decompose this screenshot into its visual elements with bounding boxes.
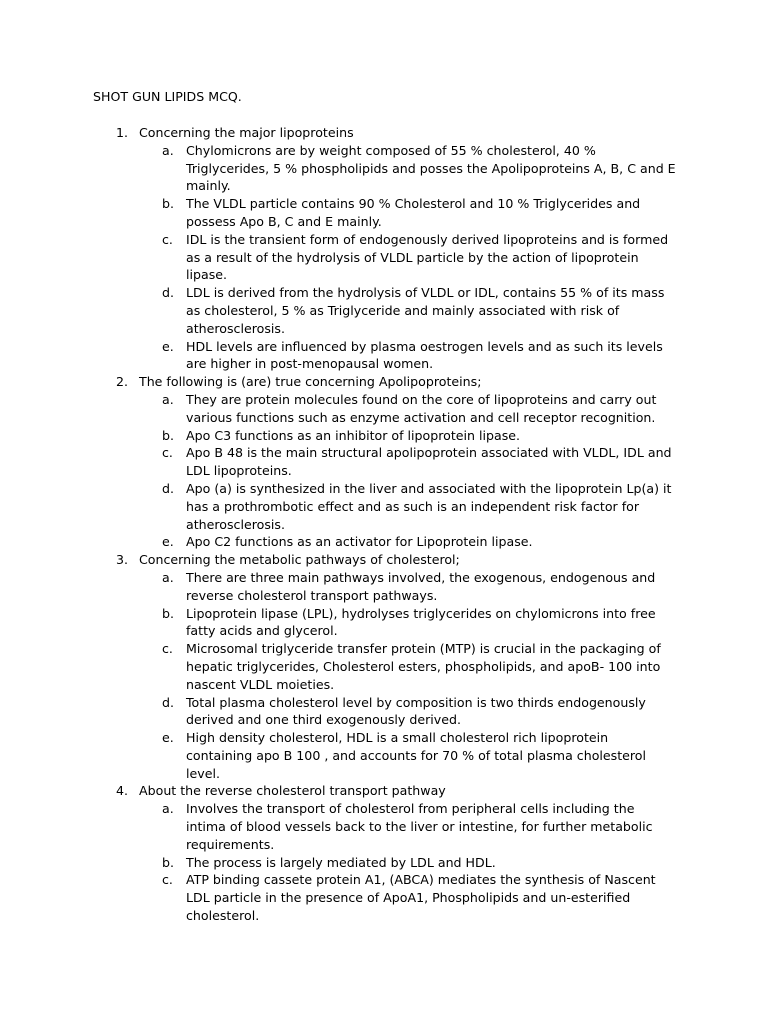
option-letter: a. — [162, 569, 174, 585]
question-list — [0, 124, 768, 925]
option-text: They are protein molecules found on the core of lipoproteins and carry out various functions such as enzyme activation and cell receptor recognition. — [186, 391, 657, 425]
option-letter: c. — [162, 445, 173, 461]
option-text: Chylomicrons are by weight composed of 55 % cholesterol, 40 % Triglycerides, 5 % phospholipids and posses the Apolipoproteins A, B, C and E mainly. — [186, 142, 676, 194]
option-e — [0, 729, 678, 782]
document-title: SHOT GUN LIPIDS MCQ. — [93, 89, 242, 104]
question-text: The following is (are) true concerning Apolipoproteins; — [139, 374, 482, 390]
option-a — [0, 800, 678, 853]
option-a — [0, 142, 678, 195]
question-2 — [0, 373, 768, 551]
option-text: High density cholesterol, HDL is a small cholesterol rich lipoprotein containing apo B 100 , and accounts for 70 % of total plasma cholesterol level. — [186, 730, 646, 781]
option-letter: e. — [162, 730, 174, 746]
option-d — [0, 480, 678, 533]
option-a — [0, 569, 678, 605]
option-b — [0, 854, 678, 872]
option-c — [0, 640, 678, 693]
option-text: There are three main pathways involved, the exogenous, endogenous and reverse cholesterol transport pathways. — [186, 569, 656, 603]
question-text: Concerning the metabolic pathways of cholesterol; — [139, 552, 460, 568]
option-text: IDL is the transient form of endogenously derived lipoproteins and is formed as a result of the hydrolysis of VLDL particle by the action of lipoprotein lipase. — [186, 231, 669, 283]
question-stem — [0, 373, 768, 391]
question-number: 4. — [116, 783, 129, 799]
option-letter: b. — [162, 427, 174, 443]
option-letter: d. — [162, 694, 174, 710]
option-letter: a. — [162, 391, 174, 407]
option-text: Lipoprotein lipase (LPL), hydrolyses triglycerides on chylomicrons into free fatty acids and glycerol. — [186, 605, 656, 639]
option-letter: b. — [162, 605, 174, 621]
option-a — [0, 391, 678, 427]
option-b — [0, 195, 678, 231]
option-c — [0, 231, 678, 284]
question-1 — [0, 124, 768, 373]
question-text: About the reverse cholesterol transport pathway — [139, 783, 446, 799]
question-stem — [0, 551, 768, 569]
question-number: 1. — [116, 125, 129, 140]
option-d — [0, 694, 678, 730]
option-b — [0, 427, 678, 445]
option-letter: a. — [162, 142, 174, 158]
option-text: Apo B 48 is the main structural apolipoprotein associated with VLDL, IDL and LDL lipoproteins. — [186, 445, 672, 479]
option-letter: b. — [162, 854, 174, 870]
option-letter: c. — [162, 231, 173, 247]
option-letter: d. — [162, 285, 174, 301]
option-text: The process is largely mediated by LDL and HDL. — [186, 854, 496, 870]
option-e — [0, 533, 678, 551]
option-c — [0, 871, 678, 924]
option-c — [0, 444, 678, 480]
option-d — [0, 284, 678, 337]
option-letter: c. — [162, 872, 173, 888]
option-b — [0, 605, 678, 641]
option-letter: b. — [162, 196, 174, 212]
option-text: The VLDL particle contains 90 % Cholesterol and 10 % Triglycerides and possess Apo B, C and E mainly. — [186, 196, 641, 229]
option-letter: d. — [162, 480, 174, 496]
question-stem — [0, 124, 768, 142]
option-text: Apo C2 functions as an activator for Lipoprotein lipase. — [186, 534, 533, 550]
question-3 — [0, 551, 768, 782]
question-4 — [0, 782, 768, 924]
question-number: 3. — [116, 552, 129, 568]
option-letter: c. — [162, 641, 173, 657]
option-text: Apo (a) is synthesized in the liver and associated with the lipoprotein Lp(a) it has a prothrombotic effect and as such is an independent risk factor for atherosclerosis. — [186, 480, 672, 532]
question-number: 2. — [116, 374, 129, 390]
option-text: LDL is derived from the hydrolysis of VLDL or IDL, contains 55 % of its mass as cholesterol, 5 % as Triglyceride and mainly associated with risk of atherosclerosis. — [186, 285, 665, 336]
question-text: Concerning the major lipoproteins — [139, 125, 354, 140]
question-stem — [0, 782, 768, 800]
option-text: ATP binding cassete protein A1, (ABCA) mediates the synthesis of Nascent LDL particle in the presence of ApoA1, Phospholipids and un-esterified cholesterol. — [186, 872, 656, 924]
option-text: Microsomal triglyceride transfer protein (MTP) is crucial in the packaging of hepatic triglycerides, Cholesterol esters, phospholipids, and apoB- 100 into nascent VLDL moieties. — [186, 641, 661, 692]
option-text: HDL levels are influenced by plasma oestrogen levels and as such its levels are higher in post-menopausal women. — [186, 338, 663, 372]
option-text: Total plasma cholesterol level by composition is two thirds endogenously derived and one third exogenously derived. — [186, 694, 646, 728]
option-e — [0, 338, 678, 374]
option-letter: e. — [162, 534, 174, 550]
option-letter: a. — [162, 801, 174, 817]
option-text: Apo C3 functions as an inhibitor of lipoprotein lipase. — [186, 427, 521, 443]
option-text: Involves the transport of cholesterol from peripheral cells including the intima of blood vessels back to the liver or intestine, for further metabolic requirements. — [186, 801, 653, 852]
option-letter: e. — [162, 338, 174, 354]
